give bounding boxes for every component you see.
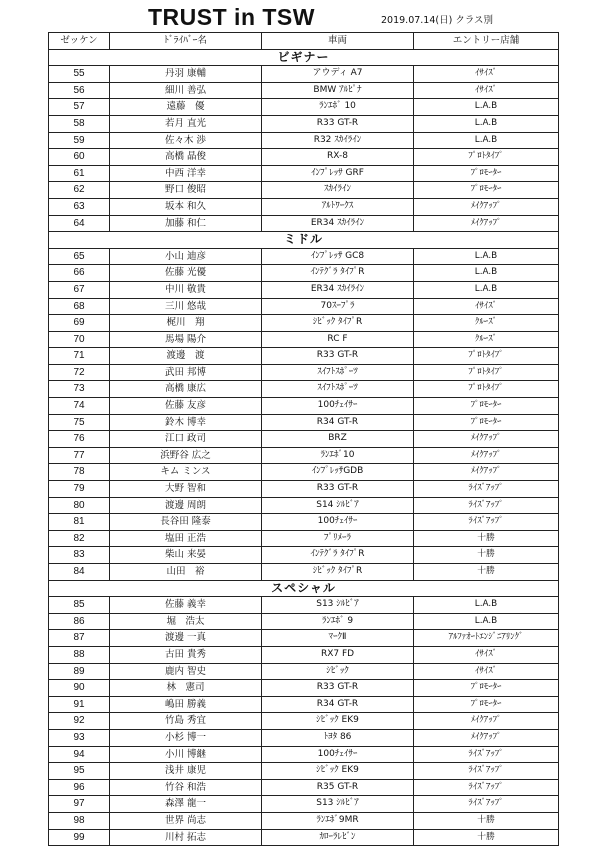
table-row <box>49 398 559 415</box>
table-row <box>49 414 559 431</box>
cell-car: ﾗﾝｴﾎﾞ9MR <box>262 812 414 829</box>
cell-num: 60 <box>49 149 110 166</box>
table-row <box>49 281 559 298</box>
cell-car: ｽｶｲﾗｲﾝ <box>262 182 414 199</box>
cell-car: ﾗﾝｴﾎﾞ10 <box>262 447 414 464</box>
cell-shop: ｲｻｲｽﾞ <box>414 298 559 315</box>
table-row <box>49 530 559 547</box>
cell-shop: ﾌﾟﾛﾄﾀｲﾌﾟ <box>414 364 559 381</box>
table-row <box>49 364 559 381</box>
cell-shop: L.A.B <box>414 265 559 282</box>
cell-car: 70ｽｰﾌﾟﾗ <box>262 298 414 315</box>
cell-shop: ｲｻｲｽﾞ <box>414 82 559 99</box>
table-row <box>49 680 559 697</box>
cell-num: 55 <box>49 66 110 83</box>
cell-driver: 浅井 康児 <box>110 763 262 780</box>
cell-num: 72 <box>49 364 110 381</box>
cell-shop: ﾌﾟﾛﾓｰﾀｰ <box>414 182 559 199</box>
cell-driver: 梶川 翔 <box>110 315 262 332</box>
cell-car: 100ﾁｪｲｻｰ <box>262 398 414 415</box>
table-row <box>49 298 559 315</box>
cell-num: 85 <box>49 597 110 614</box>
cell-car: ﾗﾝｴﾎﾞ 9 <box>262 613 414 630</box>
cell-num: 81 <box>49 514 110 531</box>
table-row <box>49 182 559 199</box>
cell-car: R34 GT-R <box>262 696 414 713</box>
cell-car: ｲﾝﾌﾟﾚｯｻ GRF <box>262 165 414 182</box>
cell-num: 79 <box>49 481 110 498</box>
cell-driver: 塩田 正浩 <box>110 530 262 547</box>
cell-shop: ﾗｲｽﾞｱｯﾌﾟ <box>414 514 559 531</box>
section-title: ミドル <box>49 232 559 249</box>
cell-car: RC F <box>262 331 414 348</box>
cell-num: 75 <box>49 414 110 431</box>
cell-car: ｼﾋﾞｯｸ ﾀｲﾌﾟR <box>262 315 414 332</box>
table-row <box>49 696 559 713</box>
cell-car: R33 GT-R <box>262 680 414 697</box>
table-row <box>49 381 559 398</box>
table-header-row <box>49 33 559 50</box>
cell-num: 86 <box>49 613 110 630</box>
table-row <box>49 315 559 332</box>
cell-shop: 十勝 <box>414 547 559 564</box>
cell-car: ｲﾝﾃｸﾞﾗ ﾀｲﾌﾟR <box>262 547 414 564</box>
cell-car: ER34 ｽｶｲﾗｲﾝ <box>262 281 414 298</box>
cell-num: 64 <box>49 215 110 232</box>
cell-driver: 佐藤 義幸 <box>110 597 262 614</box>
cell-driver: 竹谷 和浩 <box>110 779 262 796</box>
cell-driver: 坂本 和久 <box>110 198 262 215</box>
cell-driver: 高橋 康広 <box>110 381 262 398</box>
column-header-car: 車両 <box>262 33 414 50</box>
cell-car: ｼﾋﾞｯｸ EK9 <box>262 713 414 730</box>
cell-num: 56 <box>49 82 110 99</box>
cell-shop: L.A.B <box>414 248 559 265</box>
entry-table <box>48 32 559 846</box>
cell-num: 91 <box>49 696 110 713</box>
cell-car: 100ﾁｪｲｻｰ <box>262 514 414 531</box>
table-row <box>49 796 559 813</box>
cell-car: ﾄﾖﾀ 86 <box>262 729 414 746</box>
cell-shop: ｸﾙｰｽﾞ <box>414 331 559 348</box>
cell-car: ｶﾛｰﾗﾚﾋﾞﾝ <box>262 829 414 846</box>
table-row <box>49 514 559 531</box>
cell-num: 80 <box>49 497 110 514</box>
cell-shop: 十勝 <box>414 564 559 581</box>
cell-driver: 細川 善弘 <box>110 82 262 99</box>
cell-driver: 林 憲司 <box>110 680 262 697</box>
cell-car: ｽｲﾌﾄｽﾎﾟｰﾂ <box>262 364 414 381</box>
cell-driver: キム ミンス <box>110 464 262 481</box>
cell-shop: ﾒｲｸｱｯﾌﾟ <box>414 713 559 730</box>
event-date: 2019.07.14(日) クラス別 <box>381 15 494 26</box>
cell-driver: 佐藤 光優 <box>110 265 262 282</box>
cell-driver: 山田 裕 <box>110 564 262 581</box>
table-row <box>49 348 559 365</box>
cell-num: 84 <box>49 564 110 581</box>
cell-shop: ﾌﾟﾛﾓｰﾀｰ <box>414 414 559 431</box>
cell-car: ﾏｰｸⅡ <box>262 630 414 647</box>
cell-car: ｼﾋﾞｯｸ EK9 <box>262 763 414 780</box>
table-row <box>49 829 559 846</box>
table-row <box>49 564 559 581</box>
cell-driver: 若月 直光 <box>110 115 262 132</box>
cell-car: R33 GT-R <box>262 481 414 498</box>
table-row <box>49 613 559 630</box>
cell-car: ﾗﾝｴﾎﾞ 10 <box>262 99 414 116</box>
table-row <box>49 812 559 829</box>
cell-num: 82 <box>49 530 110 547</box>
cell-car: R35 GT-R <box>262 779 414 796</box>
cell-driver: 浜野谷 広之 <box>110 447 262 464</box>
table-row <box>49 198 559 215</box>
cell-shop: ﾗｲｽﾞｱｯﾌﾟ <box>414 796 559 813</box>
column-header-number: ゼッケン <box>49 33 110 50</box>
cell-driver: 三川 悠哉 <box>110 298 262 315</box>
table-row <box>49 630 559 647</box>
table-row <box>49 165 559 182</box>
cell-driver: 大野 智和 <box>110 481 262 498</box>
cell-shop: L.A.B <box>414 99 559 116</box>
cell-shop: ﾌﾟﾛﾄﾀｲﾌﾟ <box>414 149 559 166</box>
table-row <box>49 481 559 498</box>
cell-car: RX7 FD <box>262 646 414 663</box>
cell-num: 69 <box>49 315 110 332</box>
cell-driver: 馬場 陽介 <box>110 331 262 348</box>
cell-car: ｽｲﾌﾄｽﾎﾟｰﾂ <box>262 381 414 398</box>
cell-driver: 渡邊 渡 <box>110 348 262 365</box>
cell-shop: ｸﾙｰｽﾞ <box>414 315 559 332</box>
cell-num: 68 <box>49 298 110 315</box>
cell-shop: ｱﾙﾌｧｵｰﾄｴﾝｼﾞﾆｱﾘﾝｸﾞ <box>414 630 559 647</box>
cell-shop: L.A.B <box>414 132 559 149</box>
cell-driver: 野口 俊昭 <box>110 182 262 199</box>
cell-num: 94 <box>49 746 110 763</box>
cell-car: BRZ <box>262 431 414 448</box>
cell-car: RX-8 <box>262 149 414 166</box>
table-row <box>49 431 559 448</box>
cell-num: 99 <box>49 829 110 846</box>
cell-driver: 小川 博継 <box>110 746 262 763</box>
cell-car: ｲﾝﾌﾟﾚｯｻ GC8 <box>262 248 414 265</box>
table-row <box>49 729 559 746</box>
section-header-row <box>49 232 559 249</box>
cell-car: ｲﾝﾃｸﾞﾗ ﾀｲﾌﾟR <box>262 265 414 282</box>
cell-num: 61 <box>49 165 110 182</box>
table-row <box>49 547 559 564</box>
cell-shop: ｲｻｲｽﾞ <box>414 66 559 83</box>
cell-driver: 世界 尚志 <box>110 812 262 829</box>
table-row <box>49 597 559 614</box>
section-title: ビギナー <box>49 49 559 66</box>
cell-shop: ﾌﾟﾛﾄﾀｲﾌﾟ <box>414 348 559 365</box>
table-row <box>49 464 559 481</box>
cell-shop: 十勝 <box>414 530 559 547</box>
table-row <box>49 132 559 149</box>
table-row <box>49 713 559 730</box>
cell-shop: ﾒｲｸｱｯﾌﾟ <box>414 198 559 215</box>
cell-driver: 鈴木 博幸 <box>110 414 262 431</box>
cell-num: 58 <box>49 115 110 132</box>
cell-shop: L.A.B <box>414 613 559 630</box>
cell-num: 88 <box>49 646 110 663</box>
table-row <box>49 497 559 514</box>
cell-shop: ｲｻｲｽﾞ <box>414 663 559 680</box>
cell-driver: 鹿内 智史 <box>110 663 262 680</box>
cell-driver: 中西 洋幸 <box>110 165 262 182</box>
table-row <box>49 763 559 780</box>
section-header-row <box>49 580 559 597</box>
cell-car: ﾌﾟﾘﾒｰﾗ <box>262 530 414 547</box>
cell-car: R33 GT-R <box>262 115 414 132</box>
cell-driver: 加藤 和仁 <box>110 215 262 232</box>
cell-num: 96 <box>49 779 110 796</box>
table-row <box>49 331 559 348</box>
cell-driver: 中川 敬貴 <box>110 281 262 298</box>
cell-shop: L.A.B <box>414 115 559 132</box>
table-row <box>49 215 559 232</box>
cell-car: ｱﾙﾄﾜｰｸｽ <box>262 198 414 215</box>
cell-driver: 武田 邦博 <box>110 364 262 381</box>
cell-driver: 古田 貴秀 <box>110 646 262 663</box>
cell-shop: L.A.B <box>414 281 559 298</box>
cell-car: R32 ｽｶｲﾗｲﾝ <box>262 132 414 149</box>
cell-num: 62 <box>49 182 110 199</box>
table-row <box>49 447 559 464</box>
cell-shop: ﾒｲｸｱｯﾌﾟ <box>414 431 559 448</box>
cell-car: S14 ｼﾙﾋﾞｱ <box>262 497 414 514</box>
table-row <box>49 99 559 116</box>
cell-num: 71 <box>49 348 110 365</box>
cell-num: 92 <box>49 713 110 730</box>
cell-driver: 小山 迪彦 <box>110 248 262 265</box>
page-header <box>0 0 611 32</box>
cell-driver: 森澤 龍一 <box>110 796 262 813</box>
cell-car: アウディ A7 <box>262 66 414 83</box>
cell-num: 90 <box>49 680 110 697</box>
table-row <box>49 646 559 663</box>
cell-shop: ﾗｲｽﾞｱｯﾌﾟ <box>414 763 559 780</box>
cell-num: 65 <box>49 248 110 265</box>
cell-num: 89 <box>49 663 110 680</box>
cell-num: 76 <box>49 431 110 448</box>
cell-shop: 十勝 <box>414 829 559 846</box>
table-row <box>49 248 559 265</box>
cell-driver: 高橋 晶俊 <box>110 149 262 166</box>
cell-car: ｲﾝﾌﾟﾚｯｻGDB <box>262 464 414 481</box>
cell-shop: ﾌﾟﾛﾓｰﾀｰ <box>414 398 559 415</box>
table-row <box>49 66 559 83</box>
cell-shop: ﾌﾟﾛﾄﾀｲﾌﾟ <box>414 381 559 398</box>
cell-car: ER34 ｽｶｲﾗｲﾝ <box>262 215 414 232</box>
page-title: TRUST in TSW <box>148 4 315 30</box>
cell-driver: 丹羽 康輔 <box>110 66 262 83</box>
section-title: スペシャル <box>49 580 559 597</box>
cell-shop: ﾒｲｸｱｯﾌﾟ <box>414 447 559 464</box>
cell-num: 83 <box>49 547 110 564</box>
cell-shop: ﾌﾟﾛﾓｰﾀｰ <box>414 680 559 697</box>
cell-num: 74 <box>49 398 110 415</box>
cell-num: 59 <box>49 132 110 149</box>
cell-shop: ﾗｲｽﾞｱｯﾌﾟ <box>414 779 559 796</box>
cell-num: 93 <box>49 729 110 746</box>
cell-shop: ﾗｲｽﾞｱｯﾌﾟ <box>414 746 559 763</box>
section-header-row <box>49 49 559 66</box>
cell-driver: 佐藤 友彦 <box>110 398 262 415</box>
cell-car: R34 GT-R <box>262 414 414 431</box>
table-body <box>49 49 559 846</box>
table-row <box>49 82 559 99</box>
cell-car: S13 ｼﾙﾋﾞｱ <box>262 597 414 614</box>
column-header-driver: ﾄﾞﾗｲﾊﾞｰ名 <box>110 33 262 50</box>
cell-car: ｼﾋﾞｯｸ ﾀｲﾌﾟR <box>262 564 414 581</box>
cell-num: 95 <box>49 763 110 780</box>
table-row <box>49 746 559 763</box>
cell-shop: ﾗｲｽﾞｱｯﾌﾟ <box>414 497 559 514</box>
cell-car: BMW ｱﾙﾋﾟﾅ <box>262 82 414 99</box>
cell-car: R33 GT-R <box>262 348 414 365</box>
cell-driver: 長谷田 隆泰 <box>110 514 262 531</box>
cell-driver: 竹島 秀宜 <box>110 713 262 730</box>
cell-shop: ﾌﾟﾛﾓｰﾀｰ <box>414 696 559 713</box>
cell-shop: ﾒｲｸｱｯﾌﾟ <box>414 215 559 232</box>
cell-num: 98 <box>49 812 110 829</box>
table-row <box>49 779 559 796</box>
cell-num: 78 <box>49 464 110 481</box>
cell-num: 63 <box>49 198 110 215</box>
cell-driver: 渡邊 周朗 <box>110 497 262 514</box>
cell-shop: ﾒｲｸｱｯﾌﾟ <box>414 729 559 746</box>
cell-num: 57 <box>49 99 110 116</box>
cell-driver: 小杉 博一 <box>110 729 262 746</box>
cell-num: 66 <box>49 265 110 282</box>
cell-driver: 佐々木 渉 <box>110 132 262 149</box>
cell-num: 67 <box>49 281 110 298</box>
cell-num: 73 <box>49 381 110 398</box>
table-row <box>49 115 559 132</box>
cell-driver: 嶋田 勝義 <box>110 696 262 713</box>
cell-driver: 川村 拓志 <box>110 829 262 846</box>
table-row <box>49 663 559 680</box>
cell-num: 77 <box>49 447 110 464</box>
cell-shop: ﾌﾟﾛﾓｰﾀｰ <box>414 165 559 182</box>
cell-car: S13 ｼﾙﾋﾞｱ <box>262 796 414 813</box>
cell-driver: 堀 浩太 <box>110 613 262 630</box>
cell-shop: L.A.B <box>414 597 559 614</box>
column-header-shop: エントリー店舗 <box>414 33 559 50</box>
cell-num: 97 <box>49 796 110 813</box>
cell-shop: ﾒｲｸｱｯﾌﾟ <box>414 464 559 481</box>
cell-driver: 江口 政司 <box>110 431 262 448</box>
table-row <box>49 265 559 282</box>
cell-num: 87 <box>49 630 110 647</box>
table-row <box>49 149 559 166</box>
cell-shop: ﾗｲｽﾞｱｯﾌﾟ <box>414 481 559 498</box>
cell-driver: 柴山 来晏 <box>110 547 262 564</box>
cell-driver: 渡邊 一真 <box>110 630 262 647</box>
cell-shop: ｲｻｲｽﾞ <box>414 646 559 663</box>
cell-num: 70 <box>49 331 110 348</box>
cell-shop: 十勝 <box>414 812 559 829</box>
cell-car: 100ﾁｪｲｻｰ <box>262 746 414 763</box>
cell-car: ｼﾋﾞｯｸ <box>262 663 414 680</box>
cell-driver: 遠藤 優 <box>110 99 262 116</box>
